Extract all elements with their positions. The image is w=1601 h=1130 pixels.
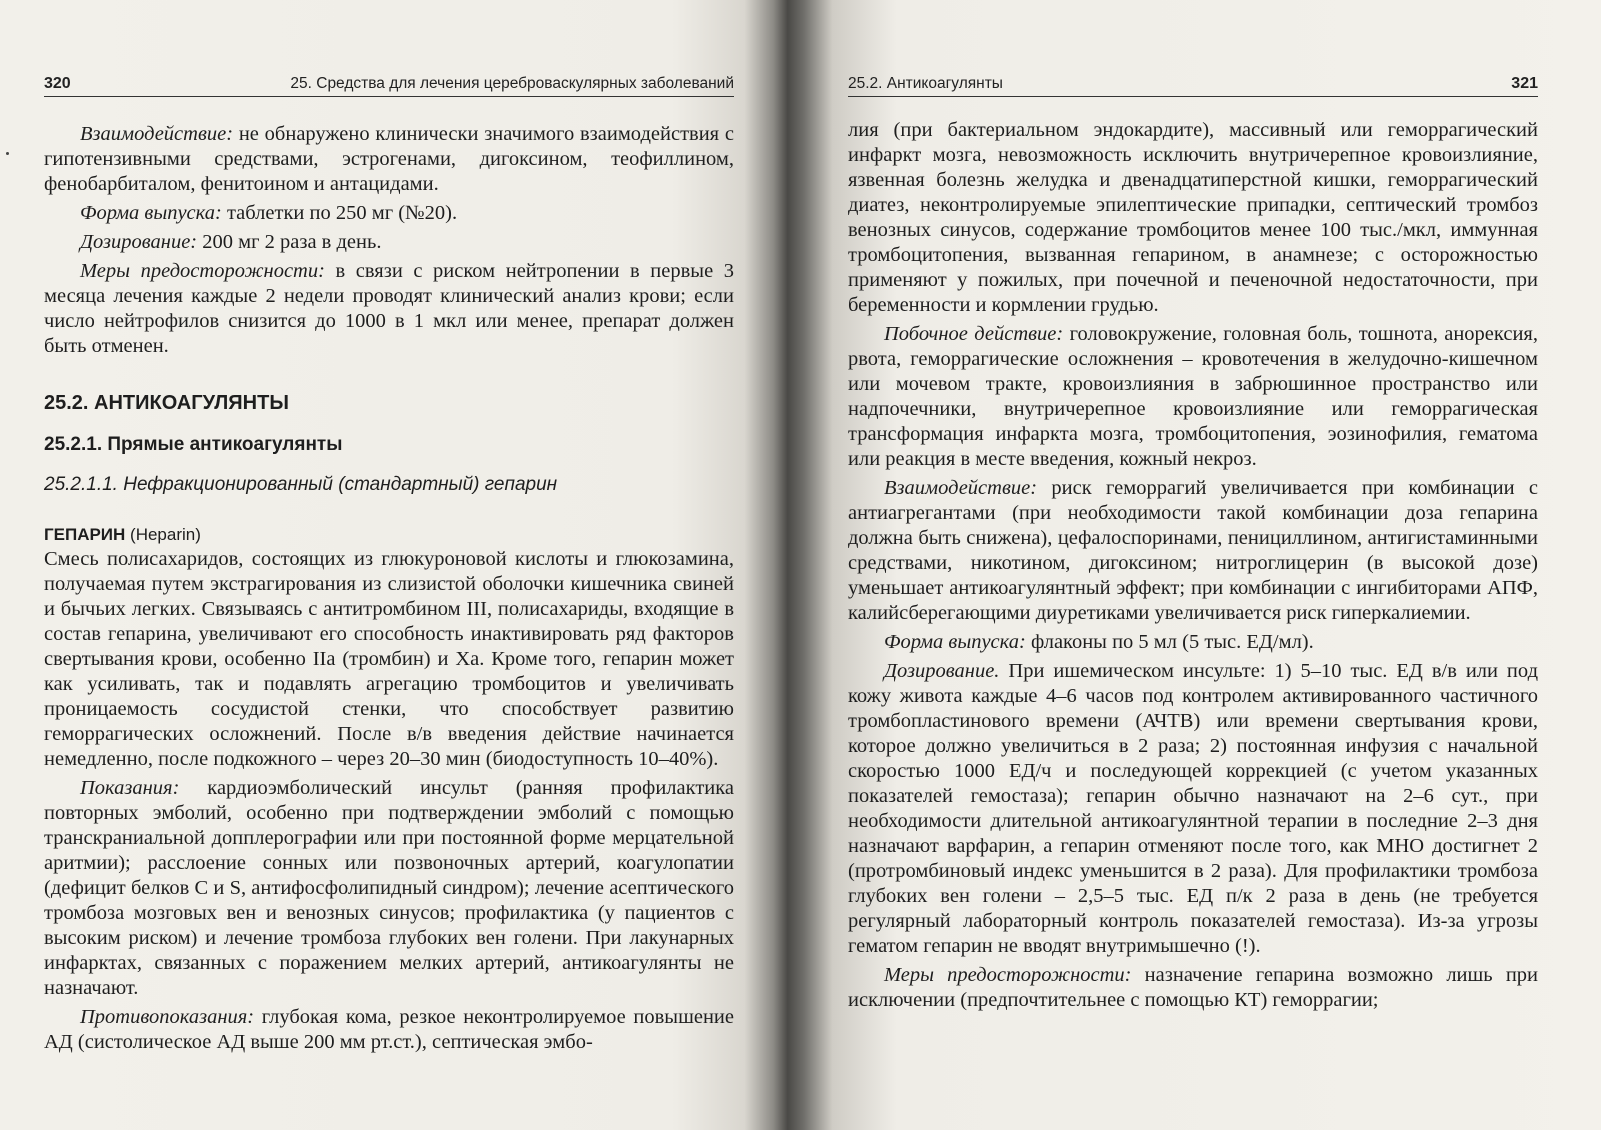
right-page-number: 321 [1511, 75, 1538, 92]
paragraph-lead: Показания: [80, 777, 180, 799]
left-page-number: 320 [44, 75, 71, 92]
paragraph-text: головокружение, головная боль, тошнота, анорексия, рвота, геморрагические осложнения – кровотечения в желудочно-кишечном или мочевом тракте, кровоизлияния в забрюшинное пространство или надпочечники, внутричерепное кровоизлияние или геморрагическая трансформация инфаркта мозга, тромбоцитопения, эозинофилия, гематома или реакция в месте введения, кожный некроз. [848, 323, 1538, 470]
paragraph-lead: Дозирование: [80, 231, 198, 253]
paragraph-lead: Меры предосторожности: [80, 260, 325, 282]
paragraph-text: 200 мг 2 раза в день. [197, 231, 382, 253]
paragraph-interaction [848, 476, 1538, 626]
paragraph-lead: Взаимодействие: [80, 123, 234, 145]
paragraph-interaction [44, 122, 734, 197]
paragraph-precautions [848, 963, 1538, 1013]
paragraph-dosage [848, 659, 1538, 959]
right-running-title: 25.2. Антикоагулянты [848, 75, 1003, 92]
subsubsection-heading: 25.2.1.1. Нефракционированный (стандартный) гепарин [44, 474, 558, 495]
paragraph-text: в связи с риском нейтропении в первые 3 месяца лечения каждые 2 недели проводят клинический анализ крови; если число нейтрофилов снизится до 1000 в 1 мкл или менее, препарат должен быть отменен. [44, 260, 735, 357]
paragraph-text: глубокая кома, резкое неконтролируемое повышение АД (систолическое АД выше 200 мм рт.ст.), септическая эмбо- [44, 1006, 734, 1053]
paragraph-lead: Взаимодействие: [884, 477, 1038, 499]
paragraph-form [44, 201, 734, 226]
left-running-title: 25. Средства для лечения цереброваскулярных заболеваний [290, 75, 734, 92]
paragraph-text: таблетки по 250 мг (№20). [221, 202, 458, 224]
stray-mark [6, 152, 9, 155]
drug-heading [44, 523, 734, 547]
paragraph-lead: Дозирование. [884, 660, 1000, 682]
paragraph-side-effects [848, 322, 1538, 472]
paragraph-text: назначение гепарина возможно лишь при исключении (предпочтительнее с помощью КТ) геморрагии; [848, 964, 1539, 1011]
paragraph-dosage [44, 230, 734, 255]
paragraph-contraindications [44, 1005, 734, 1055]
paragraph-lead: Форма выпуска: [884, 631, 1026, 653]
subsection-heading: 25.2.1. Прямые антикоагулянты [44, 434, 343, 455]
paragraph-form [848, 630, 1538, 655]
paragraph-lead: Меры предосторожности: [884, 964, 1132, 986]
drug-latin-name: (Heparin) [125, 525, 201, 544]
paragraph-lead: Противопоказания: [80, 1006, 255, 1028]
paragraph-text: не обнаружено клинически значимого взаимодействия с гипотензивными средствами, эстрогенами, дигоксином, теофиллином, фенобарбиталом, фенитоином и антацидами. [44, 123, 734, 195]
left-page [44, 0, 734, 1130]
section-heading: 25.2. АНТИКОАГУЛЯНТЫ [44, 392, 289, 414]
paragraph-continuation: лия (при бактериальном эндокардите), массивный или геморрагический инфаркт мозга, невозможность исключить внутричерепное кровоизлияние, язвенная болезнь желудка и двенадцатиперстной кишки, геморрагический диатез, неконтролируемые эпилептические припадки, септический тромбоз венозных синусов, содержание тромбоцитов менее 100 тыс./мкл, иммунная тромбоцитопения, вызванная гепарином, в анамнезе; с осторожностью применяют у пожилых, при почечной и печеночной недостаточности, при беременности и кормлении грудью. [848, 119, 1538, 316]
paragraph-text: флаконы по 5 мл (5 тыс. ЕД/мл). [1025, 631, 1314, 653]
right-page [848, 0, 1538, 1130]
drug-name: ГЕПАРИН [44, 525, 126, 544]
paragraph-text: При ишемическом инсульте: 1) 5–10 тыс. ЕД в/в или под кожу живота каждые 4–6 часов под контролем активированного частичного тромбопластинового времени (АЧТВ) или времени свертывания крови, которое должно увеличиться в 2 раза; 2) постоянная инфузия с начальной скоростью 1000 ЕД/ч и последующей коррекцией (с учетом указанных показателей гемостаза); гепарин обычно назначают на 2–6 сут., при необходимости длительной антикоагулянтной терапии в последние 2–3 дня назначают варфарин, а гепарин отменяют после того, как МНО достигнет 2 (протромбиновый индекс уменьшится в 2 раза). Для профилактики тромбоза глубоких вен голени – 2,5–5 тыс. ЕД п/к 2 раза в день (не требуется регулярный лабораторный контроль показателей гемостаза). Из-за угрозы гематом гепарин не вводят внутримышечно (!). [848, 660, 1538, 957]
paragraph-lead: Форма выпуска: [80, 202, 222, 224]
paragraph-lead: Побочное действие: [884, 323, 1064, 345]
paragraph-indications [44, 776, 734, 1001]
left-running-head [44, 74, 734, 97]
drug-description: Смесь полисахаридов, состоящих из глюкуроновой кислоты и глюкозамина, получаемая путем экстрагирования из слизистой оболочки кишечника свиней и бычьих легких. Связываясь с антитромбином III, полисахариды, входящие в состав гепарина, увеличивают его способность инактивировать ряд факторов свертывания крови, особенно IIa (тромбин) и Xa. Кроме того, гепарин может как усиливать, так и подавлять агрегацию тромбоцитов и увеличивать проницаемость сосудистой стенки, что способствует развитию геморрагических осложнений. После в/в введения действие начинается немедленно, после подкожного – через 20–30 мин (биодоступность 10–40%). [44, 548, 734, 770]
paragraph-text: кардиоэмболический инсульт (ранняя профилактика повторных эмболий, особенно при подтверждении эмболий с помощью транскраниальной допплерографии или при постоянной форме мерцательной аритмии); расслоение сонных или позвоночных артерий, коагулопатии (дефицит белков C и S, антифосфолипидный синдром); лечение асептического тромбоза мозговых вен и венозных синусов; профилактика (у пациентов с высоким риском) и лечение тромбоза глубоких вен голени. При лакунарных инфарктах, связанных с поражением мелких артерий, антикоагулянты не назначают. [44, 777, 734, 999]
paragraph-precautions [44, 259, 734, 359]
left-page-body [44, 118, 734, 1055]
paragraph-text: риск геморрагий увеличивается при комбинации с антиагрегантами (при необходимости такой комбинации доза гепарина должна быть снижена), цефалоспоринами, пенициллином, антигистаминными средствами, никотином, дигоксином; нитроглицерин (в высокой дозе) уменьшает антикоагулянтный эффект; при комбинации с ингибиторами АПФ, калийсберегающими диуретиками увеличивается риск гиперкалиемии. [848, 477, 1538, 624]
right-page-body [848, 118, 1538, 1013]
right-running-head [848, 74, 1538, 97]
